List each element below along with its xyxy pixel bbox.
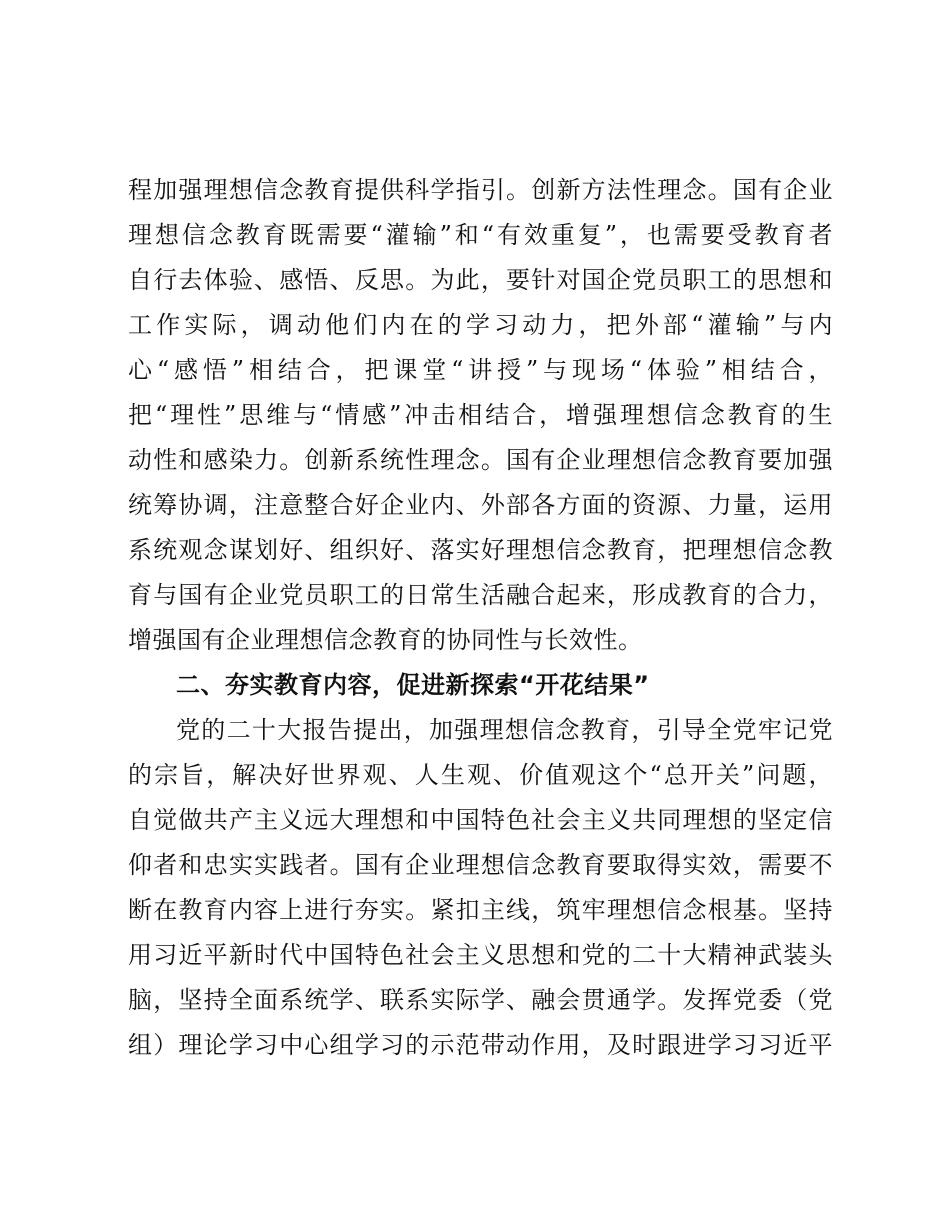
text-line: 用习近平新时代中国特色社会主义思想和党的二十大精神武装头 xyxy=(128,941,833,969)
text-line: 把“理性”思维与“情感”冲击相结合，增强理想信念教育的生 xyxy=(128,401,833,429)
text-line: 的宗旨，解决好世界观、人生观、价值观这个“总开关”问题， xyxy=(128,761,833,789)
section-heading: 二、夯实教育内容，促进新探索“开花结果” xyxy=(176,671,650,699)
document-body xyxy=(128,168,833,1068)
text-line: 动性和感染力。创新系统性理念。国有企业理想信念教育要加强 xyxy=(128,446,833,474)
text-line: 心“感悟”相结合，把课堂“讲授”与现场“体验”相结合， xyxy=(128,356,833,384)
text-line: 党的二十大报告提出，加强理想信念教育，引导全党牢记党 xyxy=(176,716,833,744)
text-line: 育与国有企业党员职工的日常生活融合起来，形成教育的合力， xyxy=(128,581,833,609)
text-line: 仰者和忠实实践者。国有企业理想信念教育要取得实效，需要不 xyxy=(128,851,833,879)
paragraph-1 xyxy=(128,168,833,663)
text-line: 脑，坚持全面系统学、联系实际学、融会贯通学。发挥党委（党 xyxy=(128,986,833,1014)
text-line: 断在教育内容上进行夯实。紧扣主线，筑牢理想信念根基。坚持 xyxy=(128,896,833,924)
text-line: 统筹协调，注意整合好企业内、外部各方面的资源、力量，运用 xyxy=(128,491,833,519)
text-line: 增强国有企业理想信念教育的协同性与长效性。 xyxy=(128,626,643,654)
text-line: 组）理论学习中心组学习的示范带动作用，及时跟进学习习近平 xyxy=(128,1031,833,1059)
text-line: 自觉做共产主义远大理想和中国特色社会主义共同理想的坚定信 xyxy=(128,806,833,834)
text-line: 程加强理想信念教育提供科学指引。创新方法性理念。国有企业 xyxy=(128,176,833,204)
text-line: 自行去体验、感悟、反思。为此，要针对国企党员职工的思想和 xyxy=(128,266,833,294)
paragraph-2 xyxy=(128,708,833,1068)
text-line: 理想信念教育既需要“灌输”和“有效重复”，也需要受教育者 xyxy=(128,221,833,249)
text-line: 工作实际，调动他们内在的学习动力，把外部“灌输”与内 xyxy=(128,311,833,339)
text-line: 系统观念谋划好、组织好、落实好理想信念教育，把理想信念教 xyxy=(128,536,833,564)
